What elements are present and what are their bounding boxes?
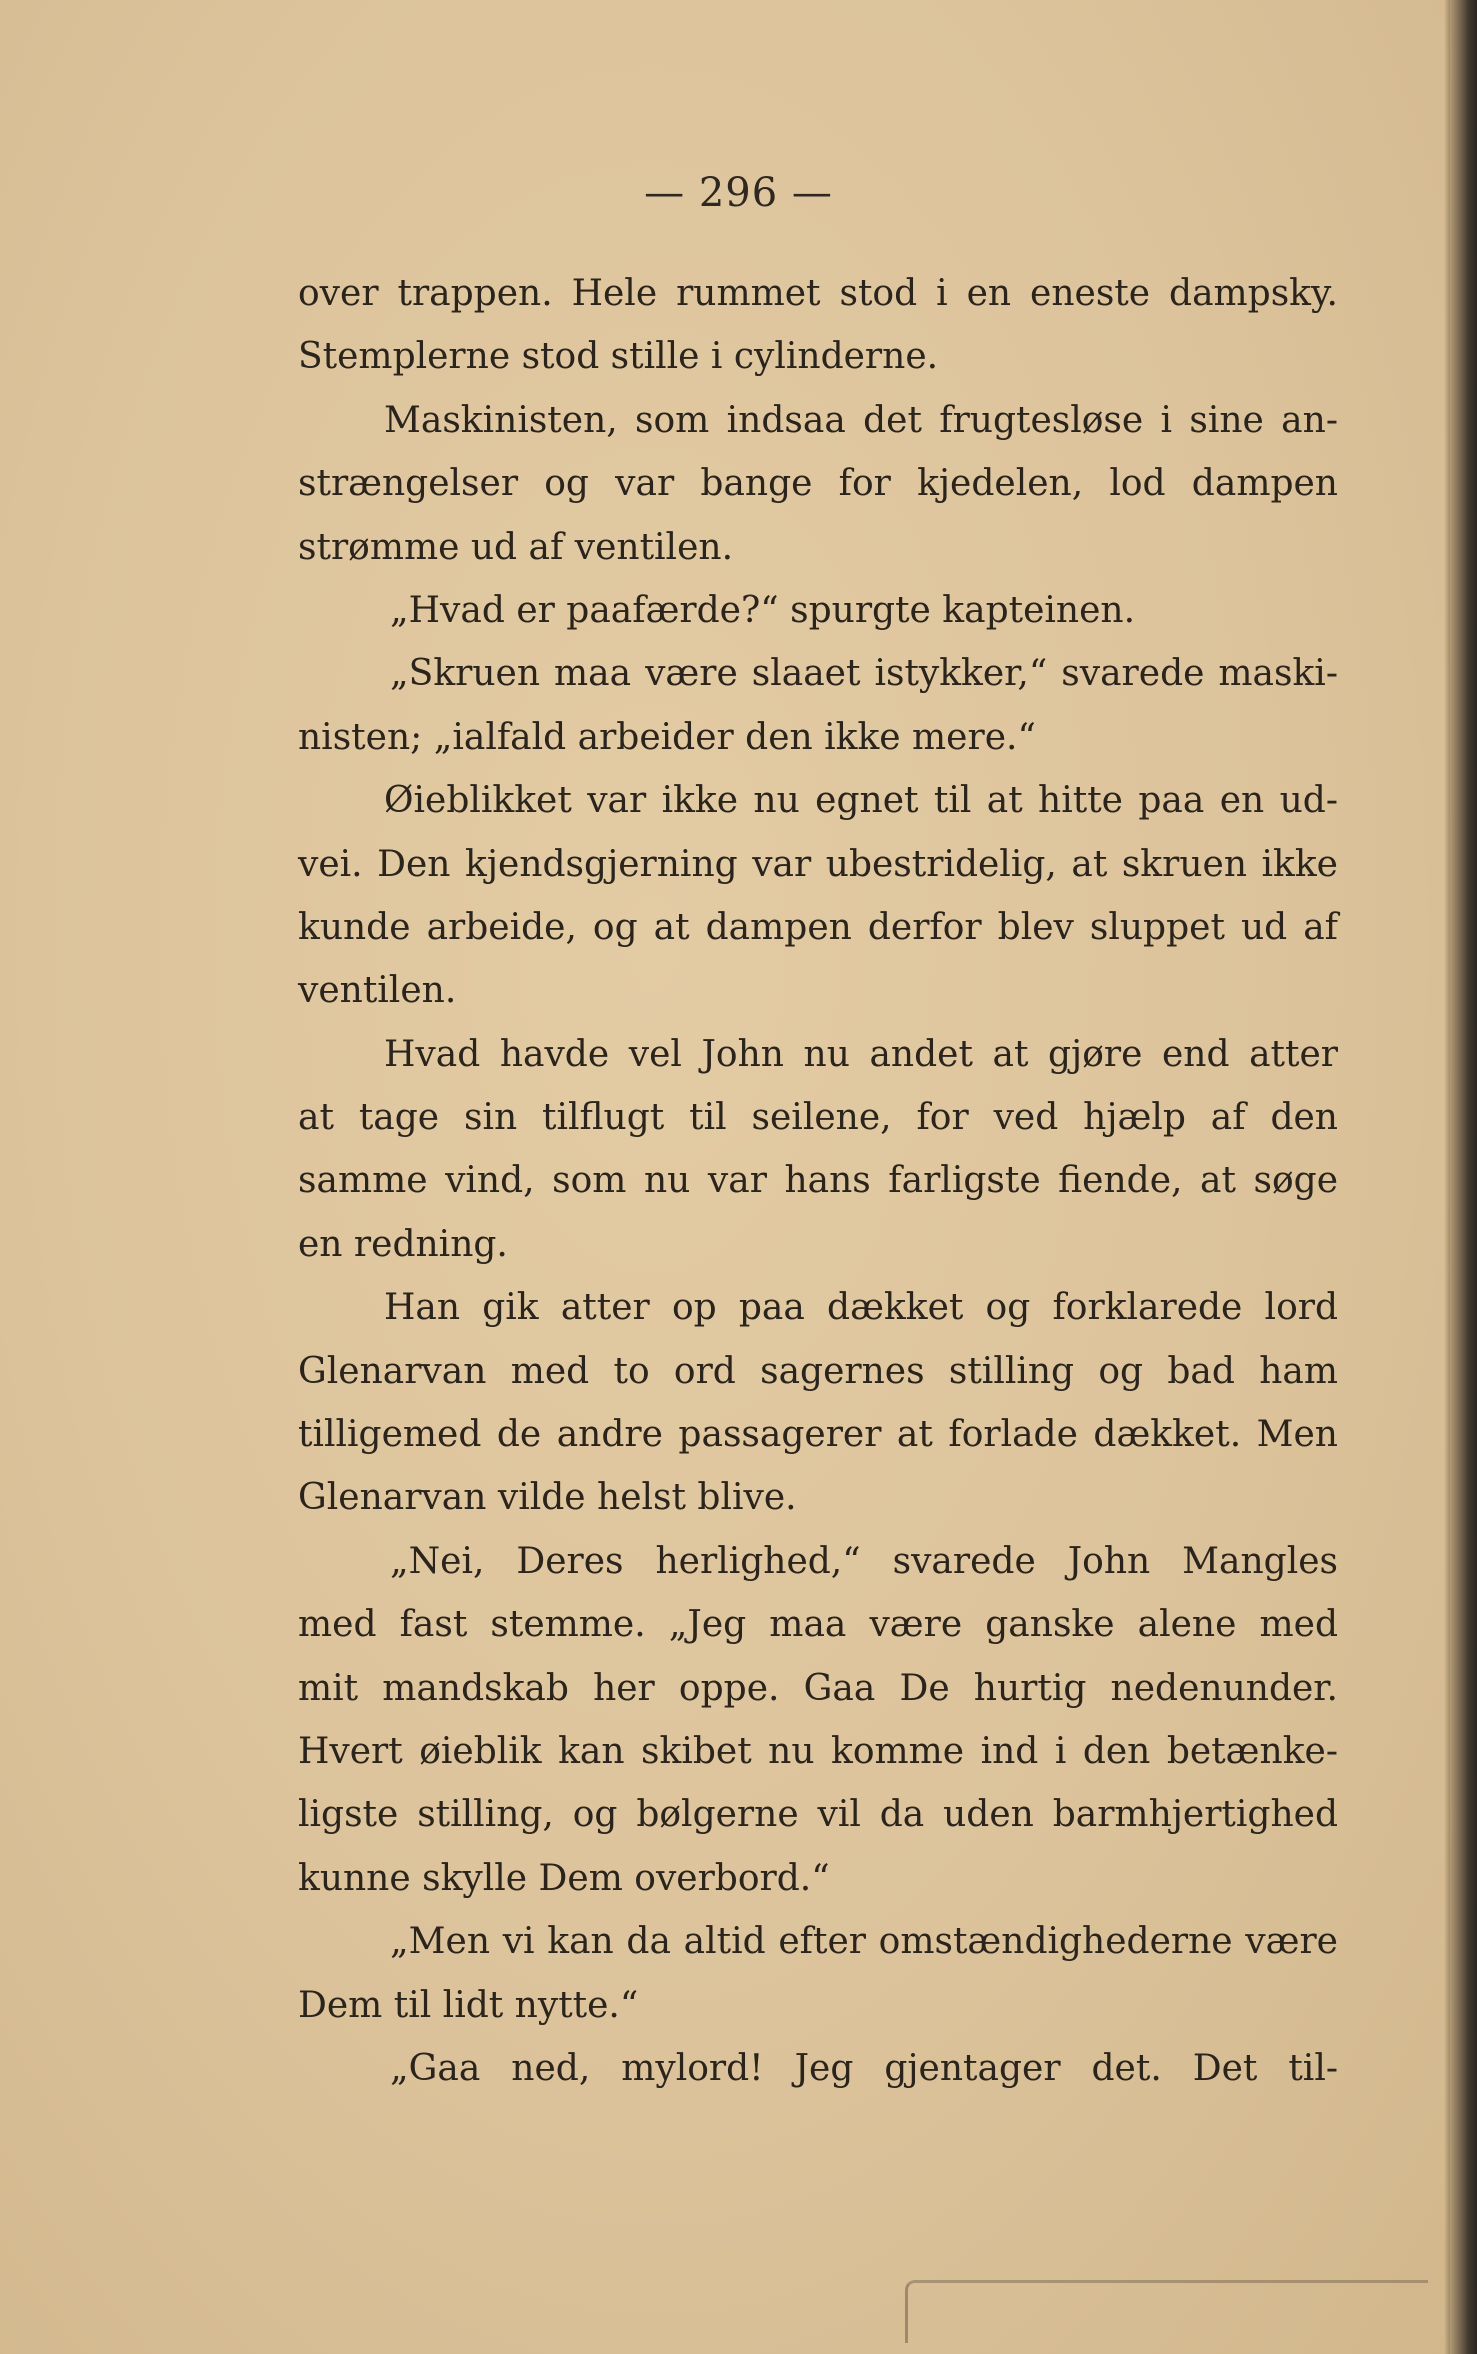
text-line: Hvad havde vel John nu andet at gjøre end atter [384, 1033, 1338, 1075]
text-line: „Gaa ned, mylord! Jeg gjentager det. Det til- [390, 2047, 1338, 2089]
text-line: „Skruen maa være slaaet istykker,“ svarede maski- [390, 653, 1338, 695]
text-line: kunne skylle Dem overbord.“ [298, 1857, 830, 1899]
text-line: Glenarvan vilde helst blive. [298, 1477, 797, 1519]
text-line: strængelser og var bange for kjedelen, lod dampen [298, 463, 1338, 505]
text-line: mit mandskab her oppe. Gaa De hurtig nedenunder. [298, 1667, 1338, 1709]
text-line: ligste stilling, og bølgerne vil da uden barmhjertighed [298, 1794, 1338, 1836]
text-line: „Men vi kan da altid efter omstændighederne være [390, 1921, 1338, 1963]
text-line: tilligemed de andre passagerer at forlade dækket. Men [298, 1414, 1338, 1456]
text-line: Øieblikket var ikke nu egnet til at hitte paa en ud- [384, 780, 1338, 822]
text-line: strømme ud af ventilen. [298, 526, 734, 568]
text-line: „Nei, Deres herlighed,“ svarede John Mangles [390, 1540, 1338, 1582]
text-line: vei. Den kjendsgjerning var ubestridelig, at skruen ikke [298, 843, 1338, 885]
text-line: med fast stemme. „Jeg maa være ganske alene med [298, 1604, 1338, 1646]
text-line: ventilen. [298, 970, 457, 1012]
text-line: „Hvad er paafærde?“ spurgte kapteinen. [390, 589, 1136, 631]
text-line: over trappen. Hele rummet stod i en eneste dampsky. [298, 273, 1338, 314]
text-line: en redning. [298, 1223, 508, 1265]
text-line: Han gik atter op paa dækket og forklarede lord [384, 1287, 1338, 1329]
text-line: Hvert øieblik kan skibet nu komme ind i den betænke- [298, 1730, 1338, 1772]
text-line: Maskinisten, som indsaa det frugtesløse i sine an- [384, 399, 1338, 441]
page-number: — 296 — [644, 170, 833, 216]
text-line: nisten; „ialfald arbeider den ikke mere.“ [298, 716, 1036, 758]
body-text [298, 262, 1338, 2100]
text-line: Glenarvan med to ord sagernes stilling og bad ham [298, 1350, 1338, 1392]
book-binding [1450, 0, 1477, 2354]
text-line: Dem til lidt nytte.“ [298, 1984, 639, 2026]
page-corner-mark [905, 2280, 1428, 2343]
text-line: kunde arbeide, og at dampen derfor blev sluppet ud af [298, 906, 1338, 948]
text-line: samme vind, som nu var hans farligste fiende, at søge [298, 1160, 1338, 1202]
text-line: Stemplerne stod stille i cylinderne. [298, 336, 939, 378]
text-line: at tage sin tilflugt til seilene, for ved hjælp af den [298, 1097, 1338, 1139]
